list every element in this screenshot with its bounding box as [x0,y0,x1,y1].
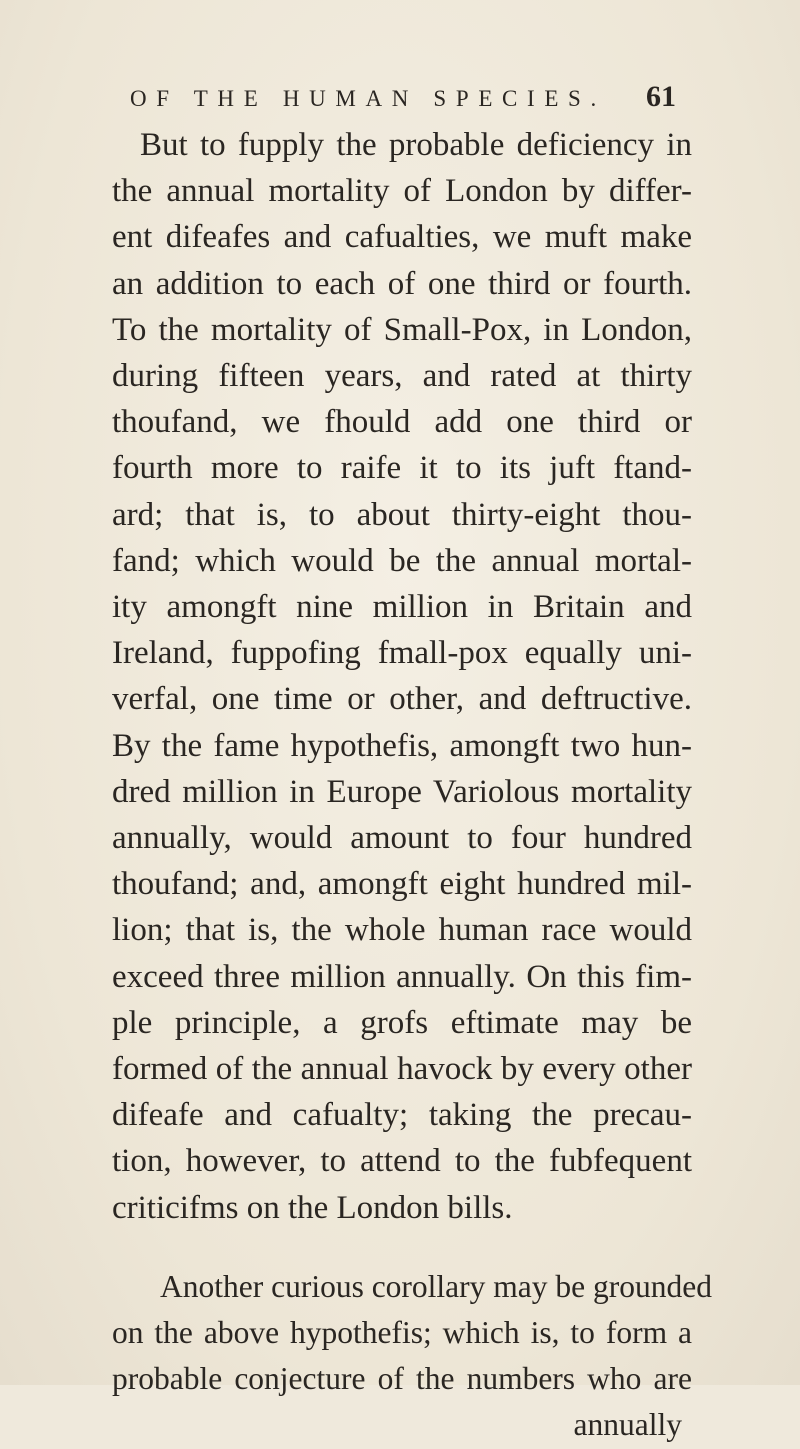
text-line: By the fame hypothefis, amongft two hun- [112,727,692,764]
text-line: formed of the annual havock by every other [112,1051,692,1088]
text-line: annually, would amount to four hundred [112,820,692,857]
running-head-title: OF THE HUMAN SPECIES. [130,86,606,111]
text-line: thoufand; and, amongft eight hundred mil- [112,866,692,903]
text-line: ple principle, a grofs eftimate may be [112,1004,692,1041]
text-line: an addition to each of one third or fourth. [112,265,692,302]
text-line: ity amongft nine million in Britain and [112,589,692,626]
text-line: Ireland, fuppofing fmall-pox equally uni- [112,635,692,672]
text-line: thoufand, we fhould add one third or [112,404,692,441]
paragraph-2 [112,1264,712,1449]
text-line: tion, however, to attend to the fubfequent [112,1143,692,1180]
catchword: annually [573,1407,682,1443]
text-line: dred million in Europe Variolous mortality [112,773,692,810]
running-head [130,80,676,120]
text-line: probable conjecture of the numbers who are [112,1361,692,1397]
text-line: difeafe and cafualty; taking the precau- [112,1097,692,1134]
paragraph-1 [112,122,692,1231]
text-line: during fifteen years, and rated at thirty [112,358,692,395]
text-line: exceed three million annually. On this fim- [112,958,692,995]
text-line: ard; that is, to about thirty-eight thou- [112,496,692,533]
body-text [112,122,712,1449]
text-line: on the above hypothefis; which is, to form a [112,1315,692,1351]
paragraph-gap [112,1231,692,1264]
text-line: But to fupply the probable deficiency in [140,127,692,163]
text-line: Another curious corollary may be grounded [160,1268,712,1304]
page-number: 61 [646,80,676,113]
text-line: criticifms on the London bills. [112,1189,513,1226]
text-line: verfal, one time or other, and deftructive. [112,681,692,718]
text-line: ent difeafes and cafualties, we muft make [112,219,692,256]
text-line: To the mortality of Small-Pox, in London, [112,311,692,348]
text-line: fand; which would be the annual mortal- [112,542,692,579]
text-line: fourth more to raife it to its juft ftand- [112,450,692,487]
text-line: lion; that is, the whole human race would [112,912,692,949]
text-line: the annual mortality of London by differ- [112,173,692,210]
